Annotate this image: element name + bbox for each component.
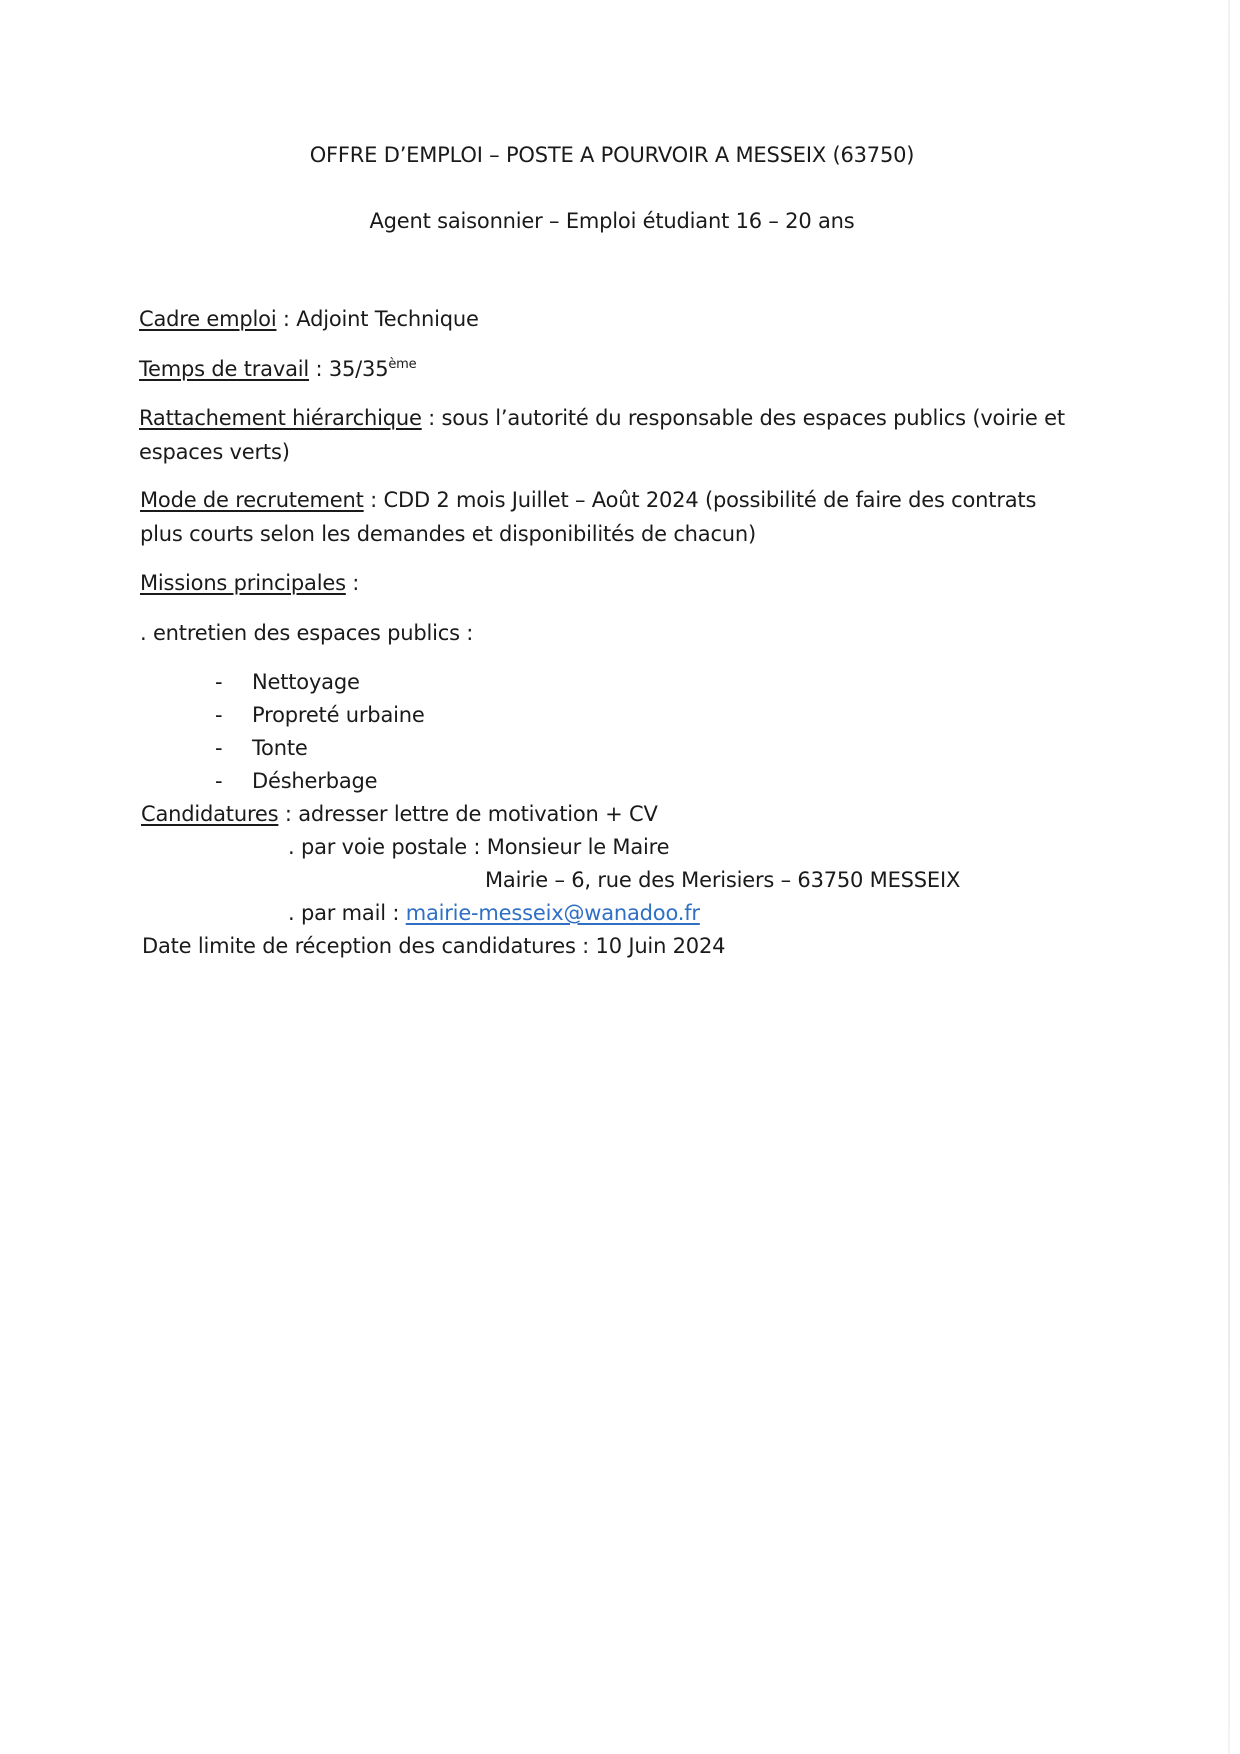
mode-recrutement-label: Mode de recrutement [140,488,364,512]
temps-travail-line [139,356,416,382]
rattachement-sep: : [421,406,442,430]
mission-item-label: Propreté urbaine [252,703,425,727]
rattachement-line-2: espaces verts) [139,440,290,464]
scan-edge-line [1228,0,1230,1754]
dash-bullet: - [215,703,223,727]
candidatures-value: adresser lettre de motivation + CV [298,802,658,826]
rattachement-label: Rattachement hiérarchique [139,406,422,430]
offer-subtitle: Agent saisonnier – Emploi étudiant 16 – 20 ans [369,209,855,233]
postal-address: Mairie – 6, rue des Merisiers – 63750 MESSEIX [485,868,961,892]
missions-intro: . entretien des espaces publics : [140,621,474,645]
mission-item [0,768,1000,794]
cadre-emploi-line [139,306,479,332]
cadre-emploi-sep: : [276,307,297,331]
offer-title: OFFRE D’EMPLOI – POSTE A POURVOIR A MESSEIX (63750) [309,143,915,167]
rattachement-value-1: sous l’autorité du responsable des espaces publics (voirie et [441,406,1065,430]
cadre-emploi-label: Cadre emploi [139,307,277,331]
mission-item [0,702,1000,728]
mission-item-label: Tonte [252,736,308,760]
mode-recrutement-value-1: CDD 2 mois Juillet – Août 2024 (possibilité de faire des contrats [383,488,1037,512]
rattachement-line-1 [139,405,1065,431]
temps-travail-sep: : [309,357,329,381]
mission-item-label: Désherbage [252,769,378,793]
deadline-line: Date limite de réception des candidatures : 10 Juin 2024 [142,934,726,958]
mission-item [0,735,1000,761]
mode-recrutement-line-2: plus courts selon les demandes et disponibilités de chacun) [140,522,756,546]
missions-sep: : [345,571,360,595]
missions-label: Missions principales [140,571,346,595]
candidatures-sep: : [278,802,299,826]
mode-recrutement-line-1 [140,487,1036,513]
candidatures-line [141,801,658,827]
email-link[interactable]: mairie-messeix@wanadoo.fr [405,901,700,925]
missions-heading [140,570,359,596]
temps-travail-label: Temps de travail [139,357,310,381]
mail-label: . par mail : [288,901,406,925]
temps-travail-sup: ème [388,357,417,372]
postal-name: Monsieur le Maire [486,835,670,859]
dash-bullet: - [215,736,223,760]
mode-recrutement-sep: : [363,488,384,512]
cadre-emploi-value: Adjoint Technique [296,307,479,331]
mission-item-label: Nettoyage [252,670,360,694]
postal-label: . par voie postale : [288,835,487,859]
dash-bullet: - [215,670,223,694]
temps-travail-value: 35/35 [328,357,389,381]
candidatures-label: Candidatures [141,802,279,826]
postal-line [288,834,669,860]
dash-bullet: - [215,769,223,793]
mail-line [288,900,700,926]
mission-item [0,669,1000,695]
